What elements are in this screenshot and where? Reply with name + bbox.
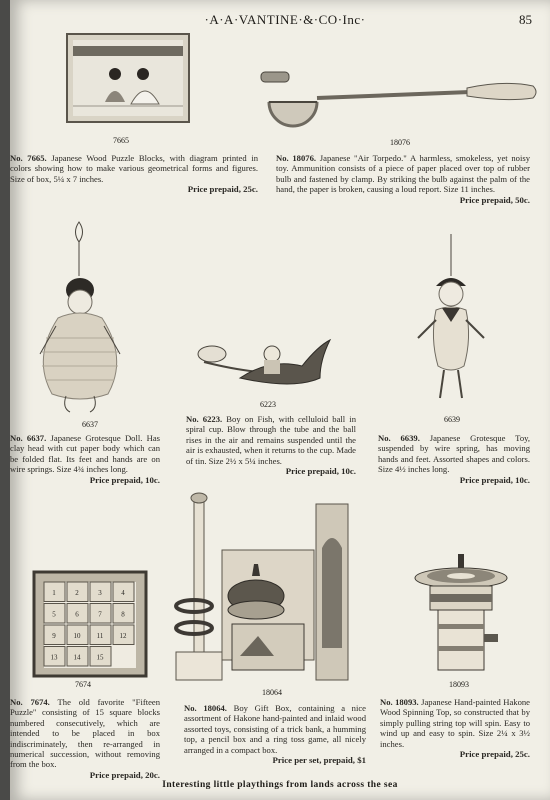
item-price: Price prepaid, 20c. xyxy=(89,769,160,780)
item-number: No. 18076. xyxy=(276,153,317,163)
item-description-6637 xyxy=(10,433,160,485)
item-description-6639 xyxy=(378,433,530,485)
catalog-page xyxy=(10,0,550,800)
puzzle-tile-number: 11 xyxy=(96,632,104,640)
grotesque-doll-image xyxy=(24,218,134,418)
puzzle-tile-number: 1 xyxy=(52,589,56,597)
item-description-6223 xyxy=(186,414,356,476)
item-number: No. 18093. xyxy=(380,697,419,707)
figure-number: 18064 xyxy=(262,688,282,697)
item-text: The old favorite "Fifteen Puzzle" consisting of 15 square blocks numbered consecutively, which are intended to be placed in box indiscriminately, then re-arranged in numerical succession, without removing from the box. xyxy=(10,697,161,770)
item-text: Japanese "Air Torpedo." A harmless, smokeless, yet noisy toy. Ammunition consists of a piece of paper placed over top of rubber bulb and fastened by clamp. By striking the bulb against the palm of the hand, the paper is broken, causing a loud report. Size 11 inches. xyxy=(276,153,531,195)
item-text: Japanese Wood Puzzle Blocks, with diagram printed in colors showing how to make various geometrical forms and figures. Size of box, 5¼ x 7 inches. xyxy=(10,153,259,184)
figure-number: 6223 xyxy=(260,400,276,409)
item-description-18064 xyxy=(184,703,366,765)
figure-number: 18093 xyxy=(449,680,469,689)
spinning-top-image xyxy=(408,550,514,678)
item-text: Japanese Hand-painted Hakone Wood Spinning Top, so constructed that by simply pulling string top will spin. Easy to wind up and easy to spin. Size 2¼ x 3½ inches. xyxy=(380,697,530,749)
figure-number: 7665 xyxy=(113,136,129,145)
item-price: Price per set, prepaid, $1 xyxy=(272,755,366,766)
puzzle-tile-number: 7 xyxy=(98,610,102,619)
item-number: No. 18064. xyxy=(184,703,227,713)
puzzle-blocks-image xyxy=(65,32,191,124)
air-torpedo-image xyxy=(255,62,545,142)
figure-number: 6639 xyxy=(444,415,460,424)
fifteen-puzzle-image xyxy=(32,570,148,680)
page-number: 85 xyxy=(519,12,532,27)
puzzle-tile-number: 8 xyxy=(121,610,125,619)
figure-number: 7674 xyxy=(75,680,91,689)
figure-number: 18076 xyxy=(390,138,410,147)
boy-on-fish-image xyxy=(190,332,340,394)
puzzle-tile-number: 15 xyxy=(96,653,104,662)
item-price: Price prepaid, 10c. xyxy=(285,466,356,477)
puzzle-tile-number: 2 xyxy=(75,589,79,597)
page-footer: Interesting little playthings from lands across the sea xyxy=(162,780,398,790)
puzzle-tile-number: 4 xyxy=(121,589,125,597)
item-description-7665 xyxy=(10,153,258,195)
item-number: No. 7665. xyxy=(10,153,47,163)
item-number: No. 6637. xyxy=(10,433,47,443)
puzzle-tile-number: 6 xyxy=(75,610,79,619)
puzzle-tile-number: 14 xyxy=(73,653,81,662)
page-header-title: ·A·A·VANTINE·&·CO·Inc· xyxy=(204,12,366,27)
puzzle-tile-number: 9 xyxy=(52,632,56,640)
item-price: Price prepaid, 10c. xyxy=(89,474,160,485)
item-number: No. 6223. xyxy=(186,414,223,424)
puzzle-tile-number: 3 xyxy=(98,589,102,597)
item-description-18093 xyxy=(380,697,530,759)
item-text: Japanese Grotesque Doll. Has clay head with cut paper body which can be folded flat. Its feet and hands are on wire springs. Size 4¾ inches long. xyxy=(10,433,160,475)
item-description-18076 xyxy=(276,153,530,205)
item-price: Price prepaid, 25c. xyxy=(187,184,258,195)
puzzle-tile-number: 10 xyxy=(73,632,81,640)
puzzle-tile-number: 12 xyxy=(119,632,127,640)
item-number: No. 6639. xyxy=(378,433,420,443)
item-text: Boy on Fish, with celluloid ball in spiral cup. Blow through the tube and the ball rises in the air and remains suspended until the air is exhausted, when it returns to the cup. Made of tin. Size 2½ x 5¼ inches. xyxy=(186,414,356,466)
item-text: Boy Gift Box, containing a nice assortment of Hakone hand-painted and inlaid wood assorted toys, consisting of a trick bank, a humming top, a pencil box and a ring toss game, all nicely arranged in a compact box. xyxy=(184,703,366,755)
item-price: Price prepaid, 25c. xyxy=(459,749,530,760)
item-price: Price prepaid, 50c. xyxy=(459,194,530,205)
figure-number: 6637 xyxy=(82,420,98,429)
item-text: Japanese Grotesque Toy, suspended by wire spring, has moving hands and feet. Assorted shapes and colors. Size 4½ inches long. xyxy=(378,433,530,475)
puzzle-tile-number: 5 xyxy=(52,610,56,619)
item-price: Price prepaid, 10c. xyxy=(459,474,530,485)
item-description-7674 xyxy=(10,697,160,780)
puzzle-tile-number: 13 xyxy=(50,653,58,662)
boy-gift-box-image xyxy=(170,488,372,686)
grotesque-toy-image xyxy=(406,234,496,410)
item-number: No. 7674. xyxy=(10,697,50,707)
